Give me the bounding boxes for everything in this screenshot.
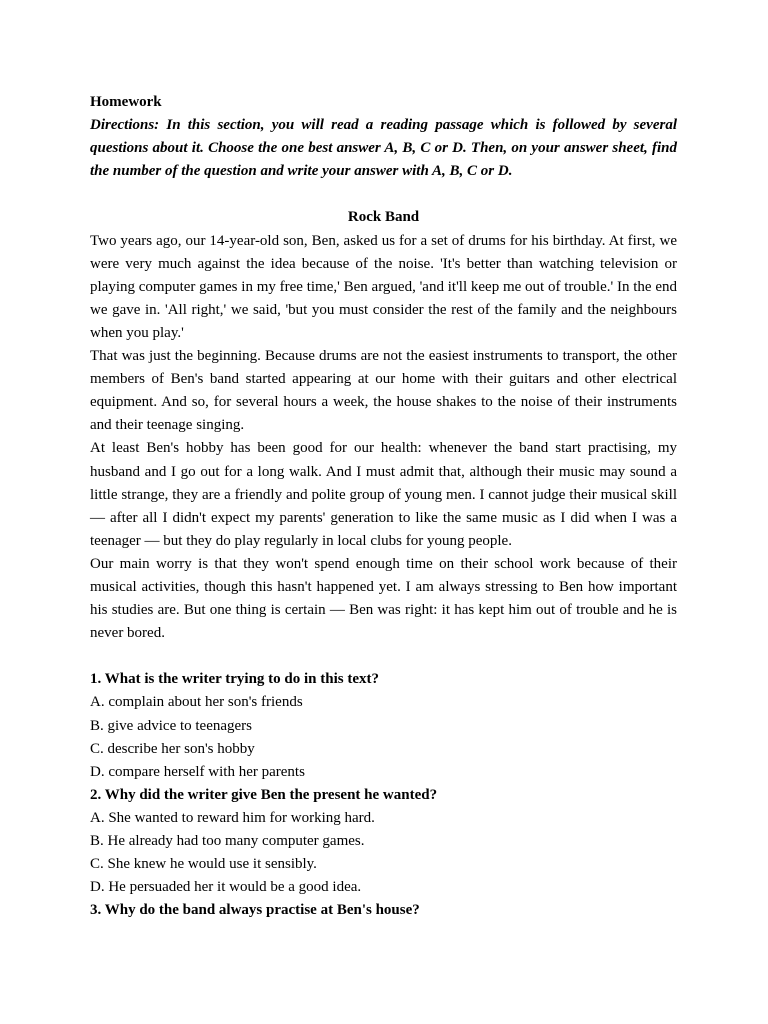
passage-paragraph-3: At least Ben's hobby has been good for our health: whenever the band start practising, my husband and I go out for a long walk. And I must admit that, although their music may sound a little strange, they are a friendly and polite group of young men. I cannot judge their musical skill — after all I didn't expect my parents' generation to like the same music as I did when I was a teenager — but they do play regularly in local clubs for young people. xyxy=(90,440,677,549)
passage-paragraph-2: That was just the beginning. Because drums are not the easiest instruments to transport, the other members of Ben's band started appearing at our home with their guitars and other electrical equipment. And so, for several hours a week, the house shakes to the noise of their instruments and their teenage singing. xyxy=(90,348,677,434)
answer-option-d: D. compare herself with her parents xyxy=(90,763,305,780)
document-page xyxy=(90,91,677,922)
answer-option-a: A. She wanted to reward him for working hard. xyxy=(90,809,375,826)
answer-option-a: A. complain about her son's friends xyxy=(90,694,303,711)
homework-heading: Homework xyxy=(90,94,162,110)
passage-paragraph-4: Our main worry is that they won't spend enough time on their school work because of their musical activities, though this hasn't happened yet. I am always stressing to Ben how important his studies are. But one thing is certain — Ben was right: it has kept him out of trouble and he is never bored. xyxy=(90,555,677,642)
question-text: 2. Why did the writer give Ben the present he wanted? xyxy=(90,786,438,803)
answer-option-c: C. She knew he would use it sensibly. xyxy=(90,856,317,873)
passage-title: Rock Band xyxy=(347,209,420,226)
answer-option-d: D. He persuaded her it would be a good idea. xyxy=(90,879,362,896)
passage-paragraph-1: Two years ago, our 14-year-old son, Ben, asked us for a set of drums for his birthday. At first, we were very much against the idea because of the noise. 'It's better than watching television or playing computer games in my free time,' Ben argued, 'and it'll keep me out of trouble.' In the end we gave in. 'All right,' we said, 'but you must consider the rest of the family and the neighbours when you play.' xyxy=(90,232,677,341)
question-1 xyxy=(90,668,677,783)
answer-option-b: B. He already had too many computer games. xyxy=(90,833,365,849)
answer-option-b: B. give advice to teenagers xyxy=(90,717,253,734)
answer-option-c: C. describe her son's hobby xyxy=(90,740,255,757)
spacer xyxy=(90,645,677,668)
question-text: 3. Why do the band always practise at Ben's house? xyxy=(90,902,420,919)
question-3 xyxy=(90,899,677,922)
question-2 xyxy=(90,784,677,899)
directions-text: Directions: In this section, you will read a reading passage which is followed by several questions about it. Choose the one best answer A, B, C or D. Then, on your answer sheet, find the number of the question and write your answer with A, B, C or D. xyxy=(90,117,677,180)
spacer xyxy=(90,183,677,206)
question-text: 1. What is the writer trying to do in this text? xyxy=(90,671,380,688)
